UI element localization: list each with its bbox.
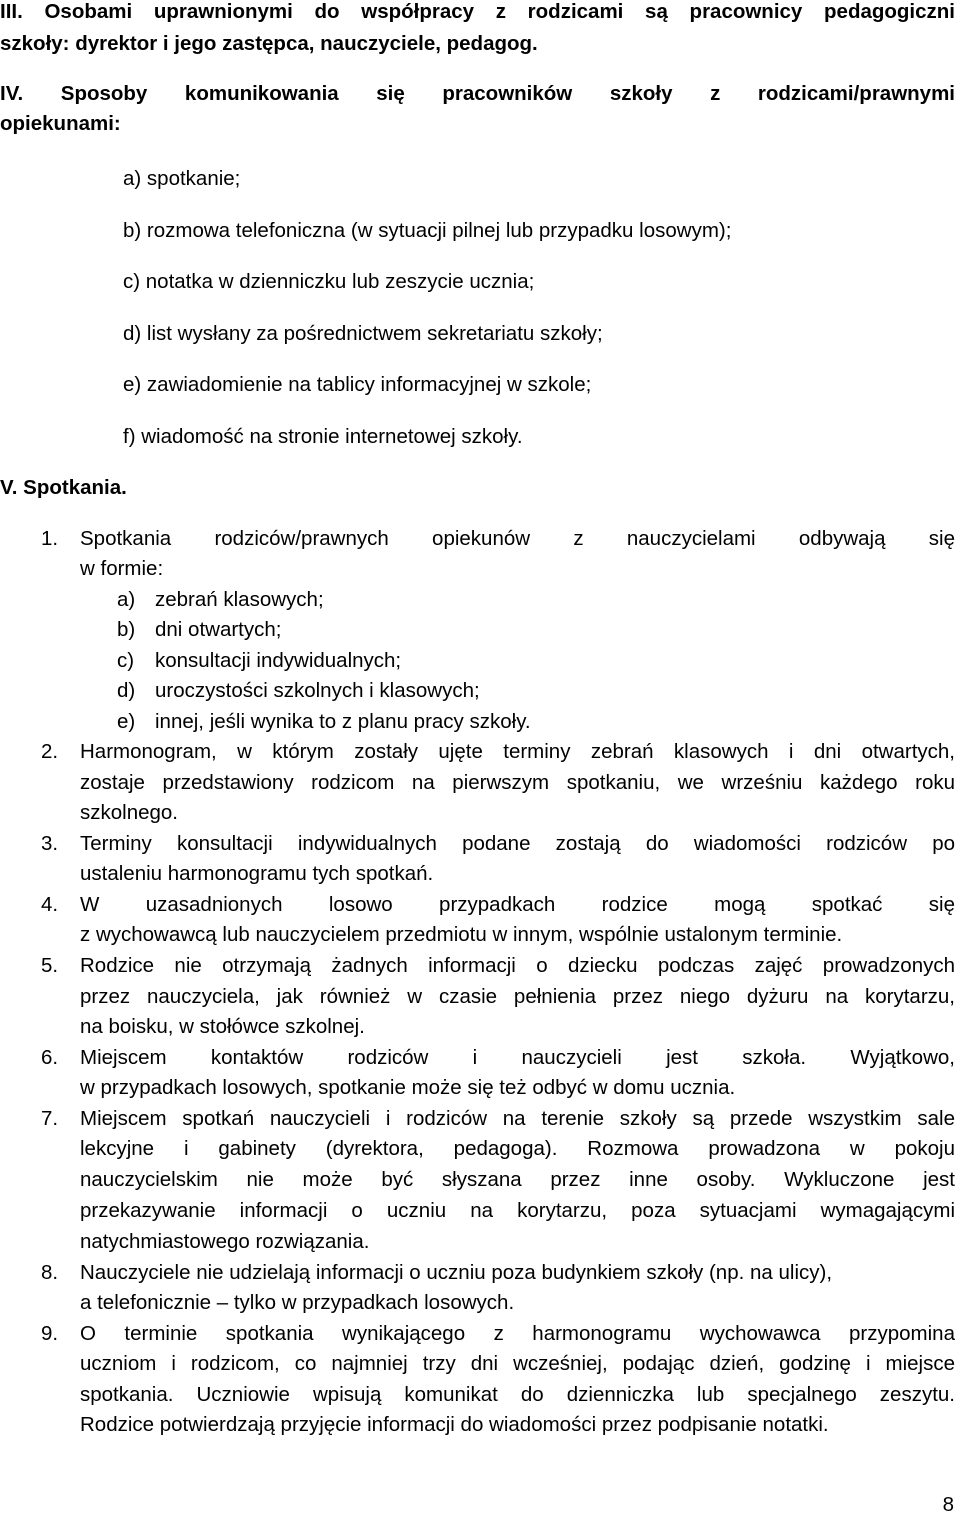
point-1-line-2: w formie: xyxy=(80,557,164,580)
meeting-form-text: konsultacji indywidualnych; xyxy=(155,649,402,672)
meeting-form-letter: e) xyxy=(117,710,136,733)
meeting-form-text: dni otwartych; xyxy=(155,618,282,641)
section-5-heading: V. Spotkania. xyxy=(0,476,127,499)
point-8-line-2: a telefonicznie – tylko w przypadkach losowych. xyxy=(80,1291,515,1314)
point-7-line-2: lekcyjne i gabinety (dyrektora, pedagoga). Rozmowa prowadzona w pokoju xyxy=(80,1137,955,1160)
point-8-line-1: Nauczyciele nie udzielają informacji o uczniu poza budynkiem szkoły (np. na ulicy), xyxy=(80,1261,833,1284)
point-4-line-2: z wychowawcą lub nauczycielem przedmiotu w innym, wspólnie ustalonym terminie. xyxy=(80,923,843,946)
section-3-heading-line-1: III. Osobami uprawnionymi do współpracy z rodzicami są pracownicy pedagogiczni xyxy=(0,0,955,23)
point-2-line-1: Harmonogram, w którym zostały ujęte terminy zebrań klasowych i dni otwartych, xyxy=(80,740,955,763)
point-5-line-3: na boisku, w stołówce szkolnej. xyxy=(80,1015,365,1038)
meeting-form-text: zebrań klasowych; xyxy=(155,588,324,611)
point-7-line-5: natychmiastowego rozwiązania. xyxy=(80,1230,370,1253)
point-9-line-4: Rodzice potwierdzają przyjęcie informacji do wiadomości przez podpisanie notatki. xyxy=(80,1413,829,1436)
communication-item-a: a) spotkanie; xyxy=(123,167,241,190)
point-6-number: 6. xyxy=(41,1046,59,1069)
point-4-number: 4. xyxy=(41,893,59,916)
point-1-line-1: Spotkania rodziców/prawnych opiekunów z nauczycielami odbywają się xyxy=(80,527,955,550)
point-6-line-2: w przypadkach losowych, spotkanie może się też odbyć w domu ucznia. xyxy=(80,1076,736,1099)
point-4-line-1: W uzasadnionych losowo przypadkach rodzice mogą spotkać się xyxy=(80,893,955,916)
point-9-line-2: uczniom i rodzicom, co najmniej trzy dni wcześniej, podając dzień, godzinę i miejsce xyxy=(80,1352,955,1375)
communication-item-f: f) wiadomość na stronie internetowej szkoły. xyxy=(123,425,523,448)
point-2-number: 2. xyxy=(41,740,59,763)
point-5-number: 5. xyxy=(41,954,59,977)
point-7-line-3: nauczycielskim nie może być słyszana przez inne osoby. Wykluczone jest xyxy=(80,1168,955,1191)
section-4-heading-line-1: IV. Sposoby komunikowania się pracowników szkoły z rodzicami/prawnymi xyxy=(0,82,955,105)
point-3-line-1: Terminy konsultacji indywidualnych podane zostają do wiadomości rodziców po xyxy=(80,832,955,855)
point-9-line-1: O terminie spotkania wynikającego z harmonogramu wychowawca przypomina xyxy=(80,1322,955,1345)
point-3-number: 3. xyxy=(41,832,59,855)
point-3-line-2: ustaleniu harmonogramu tych spotkań. xyxy=(80,862,434,885)
meeting-form-letter: d) xyxy=(117,679,136,702)
point-7-line-1: Miejscem spotkań nauczycieli i rodziców na terenie szkoły są przede wszystkim sale xyxy=(80,1107,955,1130)
point-5-line-1: Rodzice nie otrzymają żadnych informacji o dziecku podczas zajęć prowadzonych xyxy=(80,954,955,977)
point-2-line-2: zostaje przedstawiony rodzicom na pierwszym spotkaniu, we wrześniu każdego roku xyxy=(80,771,955,794)
communication-item-d: d) list wysłany za pośrednictwem sekretariatu szkoły; xyxy=(123,322,603,345)
point-9-line-3: spotkania. Uczniowie wpisują komunikat do dzienniczka lub specjalnego zeszytu. xyxy=(80,1383,955,1406)
point-7-line-4: przekazywanie informacji o uczniu na korytarzu, poza sytuacjami wymagającymi xyxy=(80,1199,955,1222)
meeting-form-text: uroczystości szkolnych i klasowych; xyxy=(155,679,480,702)
point-7-number: 7. xyxy=(41,1107,59,1130)
section-3-heading-line-2: szkoły: dyrektor i jego zastępca, nauczyciele, pedagog. xyxy=(0,32,538,55)
communication-item-b: b) rozmowa telefoniczna (w sytuacji pilnej lub przypadku losowym); xyxy=(123,219,732,242)
point-2-line-3: szkolnego. xyxy=(80,801,179,824)
meeting-form-letter: b) xyxy=(117,618,136,641)
meeting-form-text: innej, jeśli wynika to z planu pracy szkoły. xyxy=(155,710,531,733)
point-1-number: 1. xyxy=(41,527,59,550)
page-number: 8 xyxy=(942,1493,954,1516)
section-4-heading-line-2: opiekunami: xyxy=(0,112,121,135)
point-5-line-2: przez nauczyciela, jak również w czasie pełnienia przez niego dyżuru na korytarzu, xyxy=(80,985,955,1008)
communication-item-c: c) notatka w dzienniczku lub zeszycie ucznia; xyxy=(123,270,535,293)
point-8-number: 8. xyxy=(41,1261,59,1284)
point-6-line-1: Miejscem kontaktów rodziców i nauczycieli jest szkoła. Wyjątkowo, xyxy=(80,1046,955,1069)
communication-item-e: e) zawiadomienie na tablicy informacyjnej w szkole; xyxy=(123,373,592,396)
meeting-form-letter: a) xyxy=(117,588,136,611)
meeting-form-letter: c) xyxy=(117,649,135,672)
point-9-number: 9. xyxy=(41,1322,59,1345)
